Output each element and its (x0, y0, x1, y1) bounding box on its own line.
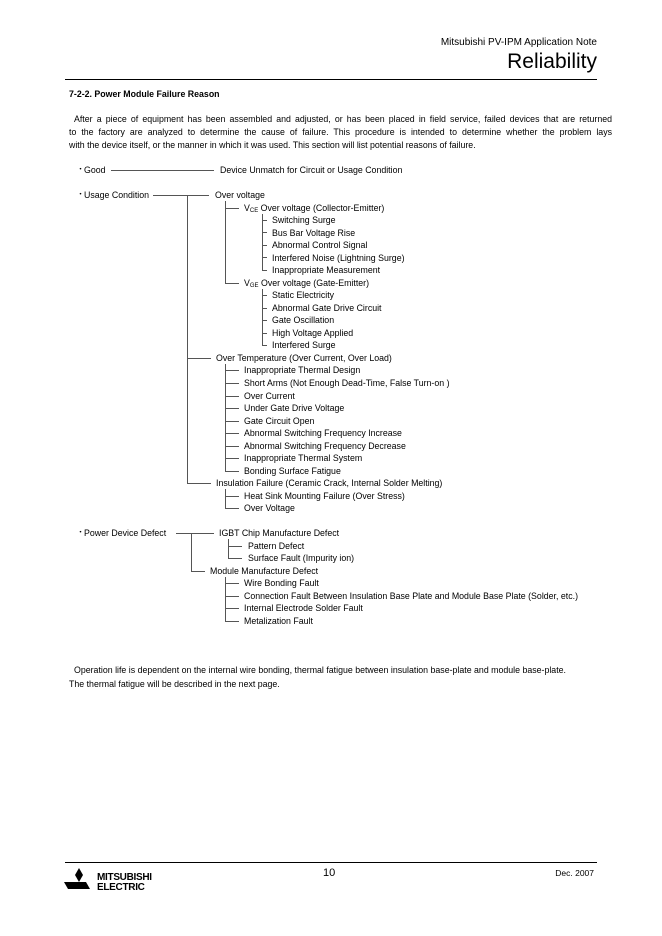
tree-leaf: Short Arms (Not Enough Dead-Time, False Turn-on ) (244, 378, 450, 388)
tree-leaf: Internal Electrode Solder Fault (244, 603, 363, 613)
vce-prefix: V (244, 203, 250, 213)
tree-connector (191, 571, 205, 572)
tree-connector (262, 214, 263, 270)
tree-connector (191, 533, 192, 571)
tree-leaf: Inappropriate Thermal System (244, 453, 363, 463)
tree-connector (225, 508, 239, 509)
vge-label: Over voltage (Gate-Emitter) (258, 278, 370, 288)
tree-connector (153, 195, 209, 196)
bullet-dot: ・ (76, 164, 86, 174)
page-title: Reliability (507, 50, 597, 73)
tree-connector (262, 257, 267, 258)
tree-connector (262, 295, 267, 296)
tree-leaf: Surface Fault (Impurity ion) (248, 553, 355, 563)
tree-node-insulation-failure: Insulation Failure (Ceramic Crack, Internal Solder Melting) (216, 478, 443, 488)
bullet-dot: ・ (76, 189, 86, 199)
tree-node-device-unmatch: Device Unmatch for Circuit or Usage Condition (220, 165, 403, 175)
tree-leaf: Interfered Noise (Lightning Surge) (272, 253, 405, 263)
page-number: 10 (323, 867, 336, 879)
tree-connector (228, 558, 242, 559)
tree-leaf: Switching Surge (272, 215, 336, 225)
tree-connector (225, 201, 226, 283)
tree-connector (262, 333, 267, 334)
tree-connector (262, 245, 267, 246)
tree-leaf: Connection Fault Between Insulation Base Plate and Module Base Plate (Solder, etc.) (244, 591, 578, 601)
tree-connector (225, 433, 239, 434)
tree-leaf: Inappropriate Measurement (272, 265, 381, 275)
logo-wordmark (97, 873, 152, 893)
tree-connector (262, 308, 267, 309)
closing-line-2: The thermal fatigue will be described in the next page. (69, 679, 280, 689)
tree-root-good: Good (84, 165, 106, 175)
mitsubishi-logo-icon (64, 867, 94, 898)
tree-leaf: Gate Oscillation (272, 315, 335, 325)
bullet-dot: ・ (76, 527, 86, 537)
tree-node-module-defect: Module Manufacture Defect (210, 566, 319, 576)
tree-connector (228, 539, 229, 558)
tree-leaf: Static Electricity (272, 290, 335, 300)
tree-connector (187, 358, 211, 359)
tree-node-igbt-chip-defect: IGBT Chip Manufacture Defect (219, 528, 340, 538)
tree-leaf: Abnormal Gate Drive Circuit (272, 303, 382, 313)
tree-leaf: Interfered Surge (272, 340, 336, 350)
tree-connector (187, 483, 211, 484)
tree-connector (262, 345, 267, 346)
tree-connector (225, 370, 239, 371)
tree-leaf: Inappropriate Thermal Design (244, 365, 361, 375)
tree-connector (262, 320, 267, 321)
tree-connector (225, 446, 239, 447)
section-title: 7-2-2. Power Module Failure Reason (69, 89, 220, 99)
footer-date: Dec. 2007 (555, 868, 594, 878)
vge-prefix: V (244, 278, 250, 288)
tree-leaf: Abnormal Switching Frequency Decrease (244, 441, 406, 451)
tree-root-power-device-defect: Power Device Defect (84, 528, 167, 538)
tree-connector (225, 583, 239, 584)
tree-connector (225, 471, 239, 472)
closing-line-1: Operation life is dependent on the internal wire bonding, thermal fatigue between insulation base-plate and module base-plate. (74, 665, 566, 675)
tree-connector (225, 383, 239, 384)
tree-leaf: Gate Circuit Open (244, 416, 315, 426)
tree-connector (187, 195, 188, 483)
header-subtitle: Mitsubishi PV-IPM Application Note (440, 37, 597, 48)
tree-root-usage-condition: Usage Condition (84, 190, 150, 200)
tree-connector (111, 170, 214, 171)
tree-leaf: Metalization Fault (244, 616, 313, 626)
tree-connector (225, 621, 239, 622)
vce-label: Over voltage (Collector-Emitter) (258, 203, 385, 213)
vce-subscript: CE (249, 208, 259, 214)
tree-leaf: Over Current (244, 391, 295, 401)
tree-leaf: High Voltage Applied (272, 328, 354, 338)
tree-leaf: Abnormal Control Signal (272, 240, 368, 250)
tree-connector (225, 608, 239, 609)
intro-line-1: After a piece of equipment has been assembled and adjusted, or has been placed in field service, failed devices that are returned (74, 114, 612, 124)
vge-subscript: GE (249, 283, 259, 289)
tree-leaf: Heat Sink Mounting Failure (Over Stress) (244, 491, 405, 501)
tree-connector (176, 533, 214, 534)
tree-connector (225, 489, 226, 508)
tree-leaf: Over Voltage (244, 503, 295, 513)
tree-connector (225, 496, 239, 497)
tree-leaf: Bus Bar Voltage Rise (272, 228, 356, 238)
tree-leaf: Bonding Surface Fatigue (244, 466, 341, 476)
tree-connector (262, 220, 267, 221)
tree-connector (225, 596, 239, 597)
tree-connector (225, 408, 239, 409)
tree-connector (262, 270, 267, 271)
logo-line-2: ELECTRIC (97, 882, 145, 893)
tree-connector (225, 364, 226, 471)
tree-connector (225, 458, 239, 459)
tree-connector (225, 396, 239, 397)
intro-line-3: with the device itself, or the manner in which it was used. This section will list potential reasons of failure. (69, 140, 476, 150)
header-divider (65, 79, 597, 80)
tree-connector (262, 289, 263, 345)
tree-leaf: Pattern Defect (248, 541, 305, 551)
tree-connector (262, 232, 267, 233)
tree-connector (225, 421, 239, 422)
tree-connector (225, 283, 239, 284)
tree-leaf: Wire Bonding Fault (244, 578, 319, 588)
tree-leaf: Abnormal Switching Frequency Increase (244, 428, 402, 438)
intro-line-2: to the factory are analyzed to determine the cause of failure. This procedure is intended to determine whether the problem lays (69, 127, 612, 137)
tree-leaf: Under Gate Drive Voltage (244, 403, 345, 413)
tree-node-over-temperature: Over Temperature (Over Current, Over Load) (216, 353, 392, 363)
tree-connector (225, 208, 239, 209)
logo-line-1: MITSUBISHI (97, 872, 152, 883)
footer-divider (65, 862, 597, 863)
tree-node-over-voltage: Over voltage (215, 190, 265, 200)
tree-connector (228, 546, 242, 547)
